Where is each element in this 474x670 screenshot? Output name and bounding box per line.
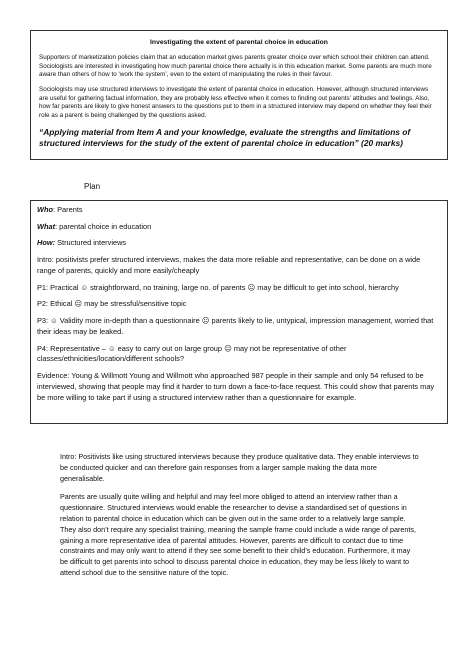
essay-paragraph: Parents are usually quite willing and helpful and may feel more obliged to attend an interview rather than a questionnaire. Structured interviews would enable the researcher to devise a standardised set of questions in relation to parental choice in education which can be given out in the same order to a relatively large sample. They also don’t require any specialist training, meaning the sample frame could include a wide range of parents, gaining a more representative idea of parental attitudes. However, parents are difficult to contact due to time constraints and may only want to attend if they see some benefit to their child’s education. Furthermore, it may be difficult to get parents into school to discuss parental choice in education, they may be less likely to want to attend school due to the sensitive nature of the topic.: [60, 492, 416, 577]
item-title: Investigating the extent of parental choice in education: [150, 39, 328, 46]
plan-how: [37, 238, 441, 249]
how-value: Structured interviews: [55, 238, 127, 248]
item-paragraph-1: Supporters of marketization policies claim that an education market gives parents greater choice over which school their children can attend. Sociologists are interested in investigating how much parental choice there actually is in this education market. Some parents are much more aware than others of how to ‘work the system’, even to the extent of manipulating the rules in their favour.: [39, 54, 432, 79]
who-key: Who: [37, 205, 54, 214]
plan-evidence: Evidence: Young & Willmott Young and Willmott who approached 987 people in their sample and only 54 refused to be interviewed, showing that people may find it harder to turn down a face-to-face request. This could show that parents may be more willing to take part if using a structured interview rather than a questionnaire for example.: [37, 371, 435, 402]
plan-label: Plan: [84, 182, 101, 191]
how-key: How:: [37, 238, 56, 248]
essay-intro: Intro: Positivists like using structured interviews because they produce qualitative data. They enable interviews to be conducted quicker and can therefore gain responses from a larger sample making the data more generalisable.: [60, 452, 419, 483]
plan-who: [37, 205, 441, 216]
item-paragraph-2: Sociologists may use structured interviews to investigate the extent of parental choice in education. However, although structured interviews are useful for gathering factual information, they are probably less effective when it comes to finding out parents’ attitudes and feelings. Also, how far parents are likely to give honest answers to the questions put to them in a structured interview may depend on whether they feel their role as a parent is being challenged by the questions asked.: [39, 86, 432, 120]
item-a-box: [30, 30, 448, 160]
plan-point-2: P2: Ethical ☹ may be stressful/sensitive topic: [37, 299, 187, 309]
who-value: : Parents: [53, 205, 83, 214]
plan-what: [37, 222, 441, 233]
essay-body: [60, 452, 420, 587]
what-value: : parental choice in education: [55, 221, 152, 231]
plan-point-1: P1: Practical ☺ straightforward, no training, large no. of parents ☹ may be difficult to get into school, hierarchy: [37, 282, 399, 292]
essay-question: “Applying material from Item A and your knowledge, evaluate the strengths and limitations of structured interviews for the study of the extent of parental choice in education” (20 marks): [39, 126, 411, 148]
plan-box: [30, 200, 448, 424]
plan-point-4: P4: Representative – ☺ easy to carry out on large group ☹ may not be representative of other classes/ethnicities/location/different schools?: [37, 343, 347, 364]
what-key: What: [37, 221, 56, 231]
plan-point-3: P3: ☺ Validity more in-depth than a questionnaire ☹ parents likely to lie, untypical, impression management, worried that their ideas may be leaked.: [37, 316, 434, 336]
plan-intro: Intro: positivists prefer structured interviews, makes the data more reliable and representative, can be done on a wide range of parents, quickly and more easily/cheaply: [37, 255, 421, 275]
